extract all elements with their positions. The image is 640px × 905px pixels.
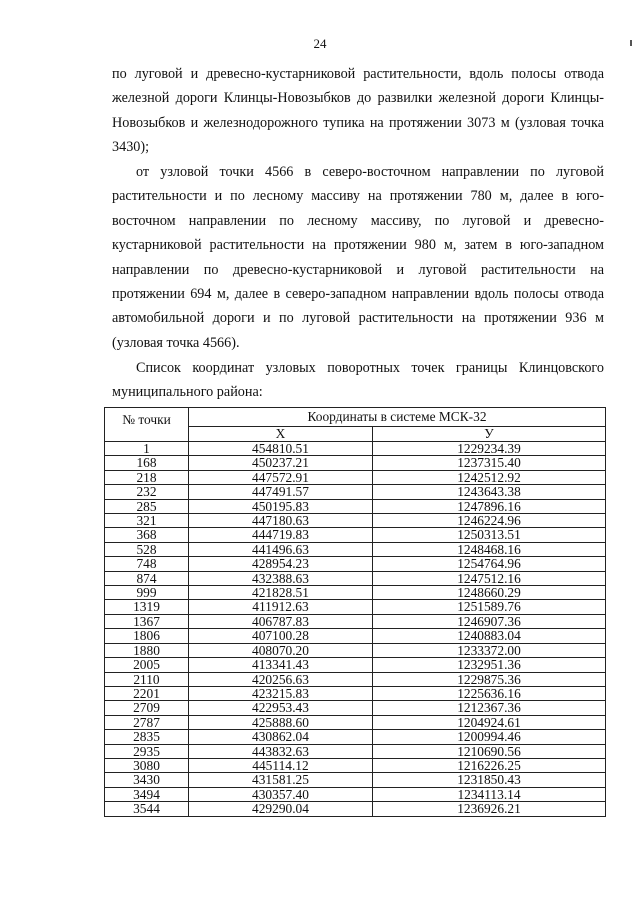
y-coordinate-cell: 1243643.38 — [373, 485, 606, 499]
point-number-cell: 368 — [105, 528, 189, 542]
point-number-cell: 2709 — [105, 701, 189, 715]
x-coordinate-cell: 443832.63 — [189, 744, 373, 758]
point-number-cell: 1367 — [105, 614, 189, 628]
y-coordinate-cell: 1246907.36 — [373, 614, 606, 628]
y-coordinate-cell: 1234113.14 — [373, 787, 606, 801]
table-row — [105, 643, 606, 657]
point-number-cell: 2201 — [105, 686, 189, 700]
coordinates-table — [104, 407, 606, 817]
table-row — [105, 586, 606, 600]
x-coordinate-cell: 408070.20 — [189, 643, 373, 657]
point-number-cell: 285 — [105, 499, 189, 513]
point-number-cell: 1319 — [105, 600, 189, 614]
point-number-cell: 1806 — [105, 629, 189, 643]
y-coordinate-cell: 1236926.21 — [373, 802, 606, 816]
header-x: X — [189, 427, 373, 442]
table-row — [105, 442, 606, 456]
table-row — [105, 715, 606, 729]
y-coordinate-cell: 1229234.39 — [373, 442, 606, 456]
x-coordinate-cell: 444719.83 — [189, 528, 373, 542]
table-row — [105, 787, 606, 801]
x-coordinate-cell: 429290.04 — [189, 802, 373, 816]
y-coordinate-cell: 1200994.46 — [373, 730, 606, 744]
table-row — [105, 499, 606, 513]
x-coordinate-cell: 450237.21 — [189, 456, 373, 470]
x-coordinate-cell: 430357.40 — [189, 787, 373, 801]
x-coordinate-cell: 447572.91 — [189, 470, 373, 484]
table-row — [105, 485, 606, 499]
x-coordinate-cell: 422953.43 — [189, 701, 373, 715]
x-coordinate-cell: 450195.83 — [189, 499, 373, 513]
x-coordinate-cell: 407100.28 — [189, 629, 373, 643]
point-number-cell: 232 — [105, 485, 189, 499]
y-coordinate-cell: 1247896.16 — [373, 499, 606, 513]
table-row — [105, 672, 606, 686]
point-number-cell: 3544 — [105, 802, 189, 816]
y-coordinate-cell: 1225636.16 — [373, 686, 606, 700]
table-row — [105, 514, 606, 528]
x-coordinate-cell: 432388.63 — [189, 571, 373, 585]
table-row — [105, 773, 606, 787]
point-number-cell: 3494 — [105, 787, 189, 801]
x-coordinate-cell: 431581.25 — [189, 773, 373, 787]
x-coordinate-cell: 421828.51 — [189, 586, 373, 600]
point-number-cell: 1 — [105, 442, 189, 456]
table-row — [105, 557, 606, 571]
y-coordinate-cell: 1246224.96 — [373, 514, 606, 528]
table-row — [105, 730, 606, 744]
y-coordinate-cell: 1240883.04 — [373, 629, 606, 643]
table-row — [105, 758, 606, 772]
y-coordinate-cell: 1254764.96 — [373, 557, 606, 571]
table-row — [105, 600, 606, 614]
y-coordinate-cell: 1229875.36 — [373, 672, 606, 686]
y-coordinate-cell: 1248468.16 — [373, 542, 606, 556]
point-number-cell: 2935 — [105, 744, 189, 758]
point-number-cell: 168 — [105, 456, 189, 470]
point-number-cell: 2110 — [105, 672, 189, 686]
point-number-cell: 218 — [105, 470, 189, 484]
point-number-cell: 999 — [105, 586, 189, 600]
header-point-number: № точки — [105, 408, 189, 442]
point-number-cell: 3080 — [105, 758, 189, 772]
coordinates-table-body — [105, 442, 606, 817]
table-row — [105, 629, 606, 643]
page-number: 24 — [313, 36, 327, 51]
point-number-cell: 748 — [105, 557, 189, 571]
table-row — [105, 542, 606, 556]
point-number-cell: 1880 — [105, 643, 189, 657]
x-coordinate-cell: 447180.63 — [189, 514, 373, 528]
table-row — [105, 470, 606, 484]
table-row — [105, 528, 606, 542]
header-y: У — [373, 427, 606, 442]
y-coordinate-cell: 1204924.61 — [373, 715, 606, 729]
y-coordinate-cell: 1250313.51 — [373, 528, 606, 542]
table-row — [105, 571, 606, 585]
x-coordinate-cell: 445114.12 — [189, 758, 373, 772]
table-row — [105, 686, 606, 700]
y-coordinate-cell: 1248660.29 — [373, 586, 606, 600]
x-coordinate-cell: 413341.43 — [189, 658, 373, 672]
table-row — [105, 701, 606, 715]
y-coordinate-cell: 1251589.76 — [373, 600, 606, 614]
point-number-cell: 2005 — [105, 658, 189, 672]
x-coordinate-cell: 447491.57 — [189, 485, 373, 499]
x-coordinate-cell: 420256.63 — [189, 672, 373, 686]
x-coordinate-cell: 430862.04 — [189, 730, 373, 744]
point-number-cell: 321 — [105, 514, 189, 528]
table-row — [105, 456, 606, 470]
point-number-cell: 3430 — [105, 773, 189, 787]
x-coordinate-cell: 441496.63 — [189, 542, 373, 556]
point-number-cell: 528 — [105, 542, 189, 556]
point-number-cell: 2835 — [105, 730, 189, 744]
x-coordinate-cell: 406787.83 — [189, 614, 373, 628]
table-row — [105, 658, 606, 672]
scan-mark — [630, 40, 632, 46]
y-coordinate-cell: 1210690.56 — [373, 744, 606, 758]
point-number-cell: 2787 — [105, 715, 189, 729]
y-coordinate-cell: 1232951.36 — [373, 658, 606, 672]
paragraph-continuation: по луговой и древесно-кустарниковой растительности, вдоль полосы отвода железной дороги Клинцы-Новозыбков до развилки железной дороги Клинцы-Новозыбков и железнодорожного тупика на протяжении 3073 м (узловая точка 3430); — [112, 66, 604, 156]
table-row — [105, 802, 606, 816]
x-coordinate-cell: 454810.51 — [189, 442, 373, 456]
point-number-cell: 874 — [105, 571, 189, 585]
y-coordinate-cell: 1233372.00 — [373, 643, 606, 657]
y-coordinate-cell: 1247512.16 — [373, 571, 606, 585]
header-coordinates: Координаты в системе МСК-32 — [189, 408, 606, 427]
table-row — [105, 614, 606, 628]
x-coordinate-cell: 423215.83 — [189, 686, 373, 700]
y-coordinate-cell: 1242512.92 — [373, 470, 606, 484]
y-coordinate-cell: 1231850.43 — [373, 773, 606, 787]
x-coordinate-cell: 428954.23 — [189, 557, 373, 571]
y-coordinate-cell: 1216226.25 — [373, 758, 606, 772]
table-row — [105, 744, 606, 758]
x-coordinate-cell: 425888.60 — [189, 715, 373, 729]
y-coordinate-cell: 1212367.36 — [373, 701, 606, 715]
paragraph-route-4566: от узловой точки 4566 в северо-восточном направлении по луговой растительности и по лесному массиву на протяжении 780 м, далее в юго-восточном направлении по лесному массиву, по луговой и древесно-кустарниковой растительности на протяжении 980 м, затем в юго-западном направлении по древесно-кустарниковой и луговой растительности на протяжении 694 м, далее в северо-западном направлении вдоль полосы отвода автомобильной дороги и по луговой растительности на протяжении 936 м (узловая точка 4566). — [112, 164, 604, 351]
paragraph-coordinates-intro: Список координат узловых поворотных точек границы Клинцовского муниципального района: — [112, 360, 604, 401]
y-coordinate-cell: 1237315.40 — [373, 456, 606, 470]
x-coordinate-cell: 411912.63 — [189, 600, 373, 614]
